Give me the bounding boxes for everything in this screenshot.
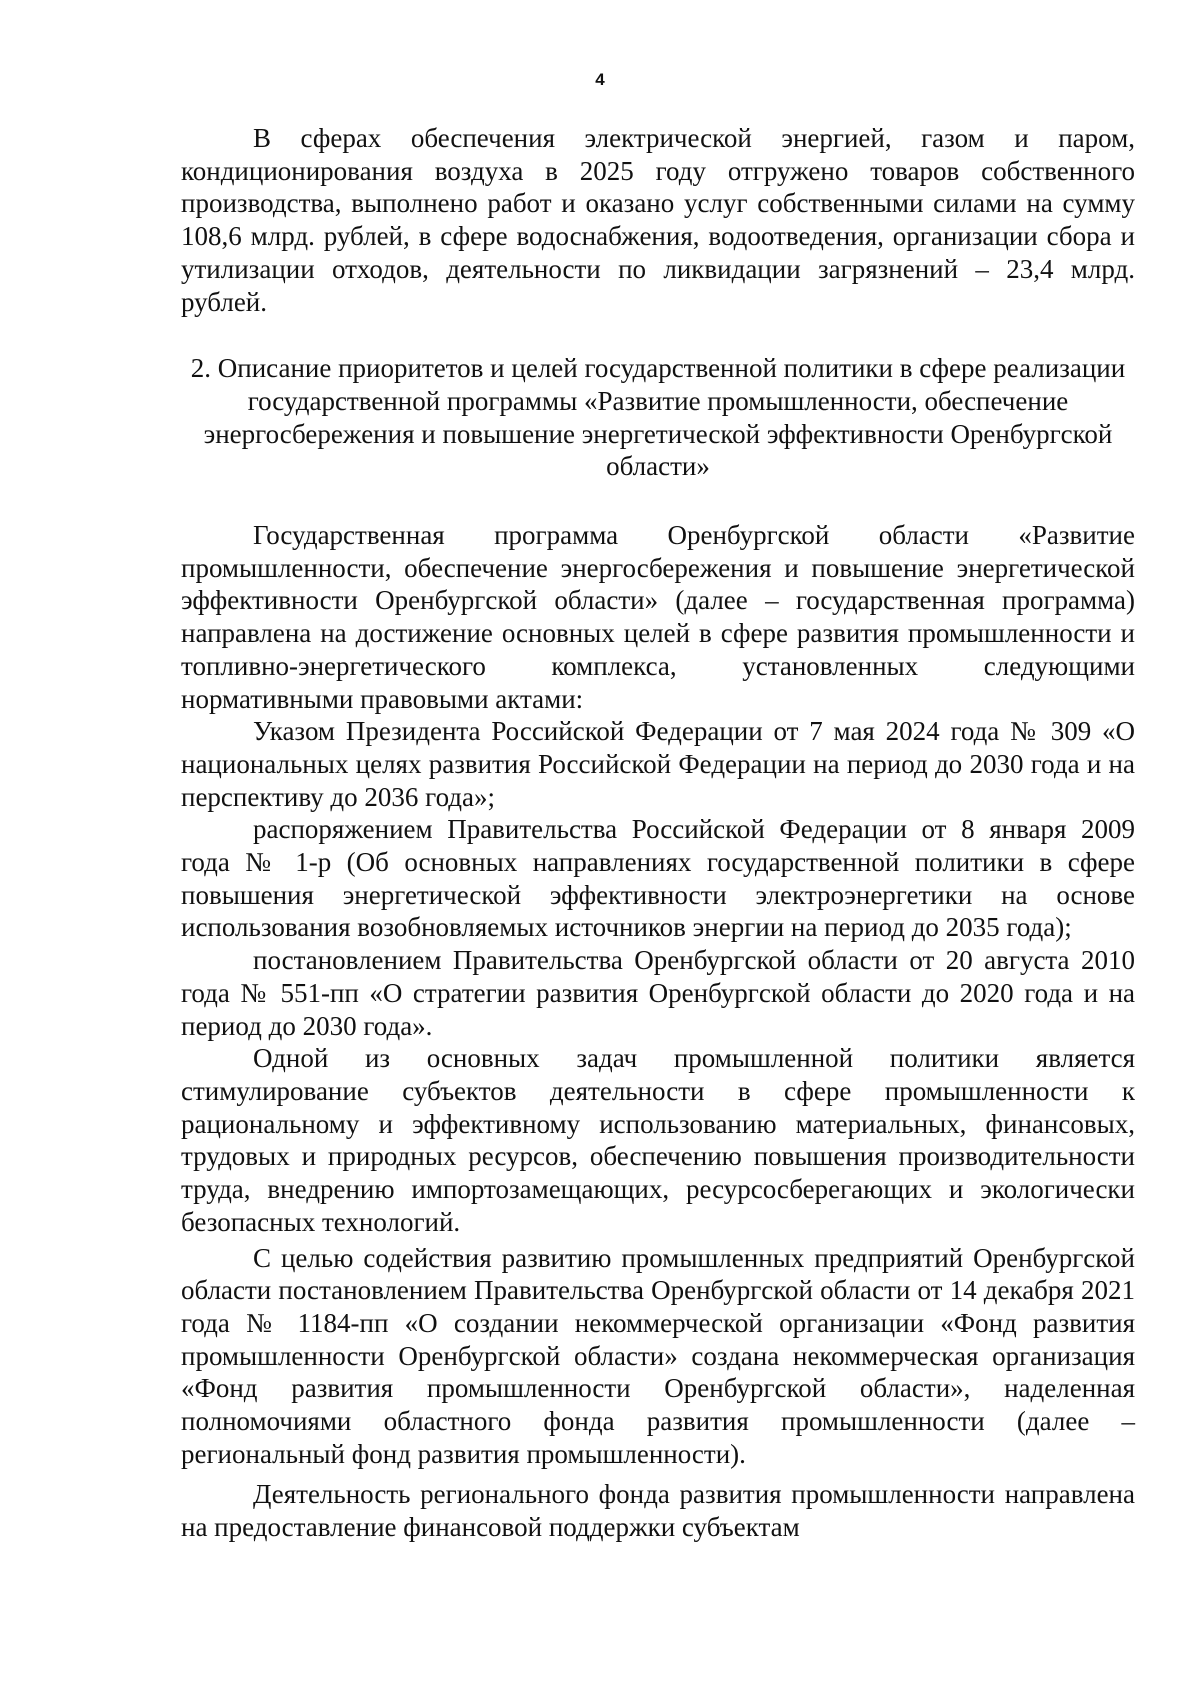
paragraph-industry-fund: С целью содействия развитию промышленных предприятий Оренбургской области постановлением Правительства Оренбургской области от 14 декабря 2021 года № 1184-пп «О создании некоммерческой организации «Фонд развития промышленности Оренбургской области» создана некоммерческая организация «Фонд развития промышленности Оренбургской области», наделенная полномочиями областного фонда развития промышленности (далее – региональный фонд развития промышленности). xyxy=(181,1242,1135,1469)
paragraph-government-order: распоряжением Правительства Российской Федерации от 8 января 2009 года № 1-р (Об основных направлениях государственной политики в сфере повышения энергетической эффективности электроэнергетики на основе использования возобновляемых источников энергии на период до 2035 года); xyxy=(181,814,1135,943)
paragraph-energy-supply: В сферах обеспечения электрической энергией, газом и паром, кондиционирования воздуха в 2025 году отгружено товаров собственного производства, выполнено работ и оказано услуг собственными силами на сумму 108,6 млрд. рублей, в сфере водоснабжения, водоотведения, организации сбора и утилизации отходов, деятельности по ликвидации загрязнений – 23,4 млрд. рублей. xyxy=(181,123,1135,317)
paragraph-industrial-policy: Одной из основных задач промышленной политики является стимулирование субъектов деятельности в сфере промышленности к рациональному и эффективному использованию материальных, финансовых, трудовых и природных ресурсов, обеспечению повышения производительности труда, внедрению импортозамещающих, ресурсосберегающих и экологически безопасных технологий. xyxy=(181,1043,1135,1237)
paragraph-program-intro: Государственная программа Оренбургской области «Развитие промышленности, обеспечение энергосбережения и повышение энергетической эффективности Оренбургской области» (далее – государственная программа) направлена на достижение основных целей в сфере развития промышленности и топливно-энергетического комплекса, установленных следующими нормативными правовыми актами: xyxy=(181,520,1135,714)
document-body xyxy=(181,122,1135,1544)
page-number: 4 xyxy=(595,70,605,89)
paragraph-regional-resolution: постановлением Правительства Оренбургской области от 20 августа 2010 года № 551-пп «О стратегии развития Оренбургской области до 2020 года и на период до 2030 года». xyxy=(181,945,1135,1041)
section-heading: 2. Описание приоритетов и целей государственной политики в сфере реализации государственной программы «Развитие промышленности, обеспечение энергосбережения и повышение энергетической эффективности Оренбургской области» xyxy=(190,353,1126,482)
paragraph-presidential-decree: Указом Президента Российской Федерации от 7 мая 2024 года № 309 «О национальных целях развития Российской Федерации на период до 2030 года и на перспективу до 2036 года»; xyxy=(181,716,1135,812)
paragraph-fund-activity: Деятельность регионального фонда развития промышленности направлена на предоставление финансовой поддержки субъектам xyxy=(181,1479,1135,1543)
